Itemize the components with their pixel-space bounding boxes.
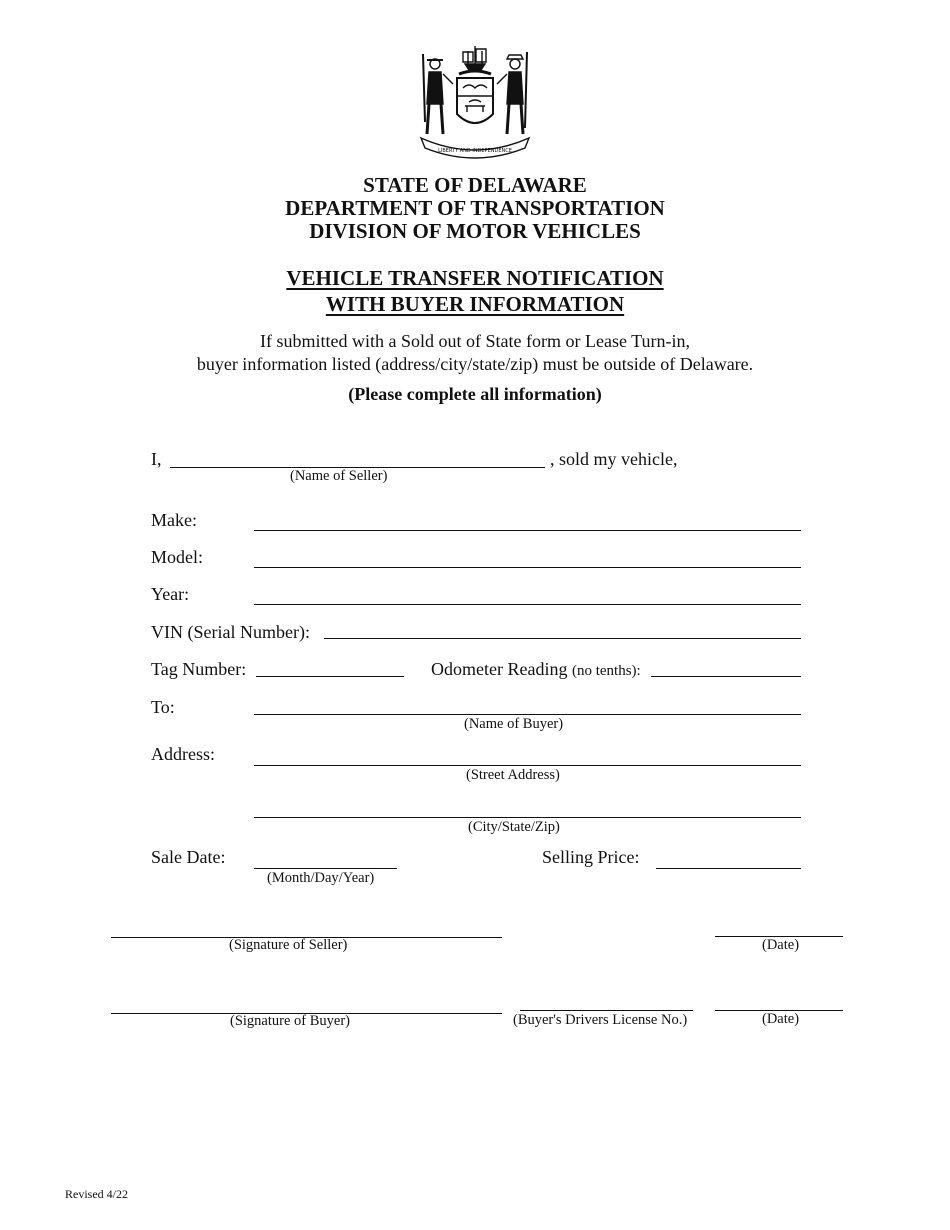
- city-state-zip-field[interactable]: [254, 817, 801, 818]
- model-field[interactable]: [254, 567, 801, 568]
- make-label: Make:: [151, 510, 197, 530]
- form-title-line1: VEHICLE TRANSFER NOTIFICATION: [286, 266, 664, 290]
- buyer-signature-caption: (Signature of Buyer): [230, 1013, 350, 1029]
- header-division: DIVISION OF MOTOR VEHICLES: [309, 219, 641, 243]
- make-field[interactable]: [254, 530, 801, 531]
- buyer-license-field[interactable]: [520, 1010, 693, 1011]
- address-label: Address:: [151, 744, 215, 764]
- sale-date-field[interactable]: [254, 868, 397, 869]
- header-department: DEPARTMENT OF TRANSPORTATION: [285, 196, 665, 220]
- seller-date-caption: (Date): [762, 937, 800, 953]
- vin-field[interactable]: [324, 638, 801, 639]
- intro-line2: buyer information listed (address/city/state/zip) must be outside of Delaware.: [196, 354, 754, 374]
- city-state-zip-caption: (City/State/Zip): [468, 819, 560, 835]
- svg-text:LIBERTY AND INDEPENDENCE: LIBERTY AND INDEPENDENCE: [438, 148, 512, 154]
- form-title-line2: WITH BUYER INFORMATION: [325, 292, 625, 316]
- buyer-date-caption: (Date): [762, 1011, 800, 1027]
- tag-number-field[interactable]: [256, 676, 404, 677]
- header-state: STATE OF DELAWARE: [363, 173, 587, 197]
- vin-label: VIN (Serial Number):: [151, 622, 310, 642]
- seller-prefix: I,: [151, 449, 162, 469]
- year-label: Year:: [151, 584, 190, 604]
- sale-date-caption: (Month/Day/Year): [267, 870, 375, 886]
- year-field[interactable]: [254, 604, 801, 605]
- instruction: (Please complete all information): [348, 384, 602, 404]
- seller-signature-caption: (Signature of Seller): [229, 937, 348, 953]
- street-address-field[interactable]: [254, 765, 801, 766]
- street-address-caption: (Street Address): [466, 767, 560, 783]
- sale-date-label: Sale Date:: [151, 847, 226, 867]
- intro-line1: If submitted with a Sold out of State form or Lease Turn-in,: [260, 331, 690, 351]
- selling-price-field[interactable]: [656, 868, 801, 869]
- seller-suffix: , sold my vehicle,: [550, 449, 678, 469]
- seller-name-caption: (Name of Seller): [290, 468, 388, 484]
- buyer-license-caption: (Buyer's Drivers License No.): [513, 1012, 688, 1028]
- odometer-label: Odometer Reading (no tenths):: [431, 659, 641, 679]
- delaware-state-seal-icon: [413, 42, 537, 160]
- buyer-name-field[interactable]: [254, 714, 801, 715]
- buyer-name-caption: (Name of Buyer): [464, 716, 564, 732]
- to-label: To:: [151, 697, 175, 717]
- selling-price-label: Selling Price:: [542, 847, 640, 867]
- revision-note: Revised 4/22: [65, 1187, 128, 1201]
- tag-number-label: Tag Number:: [151, 659, 247, 679]
- odometer-field[interactable]: [651, 676, 801, 677]
- model-label: Model:: [151, 547, 203, 567]
